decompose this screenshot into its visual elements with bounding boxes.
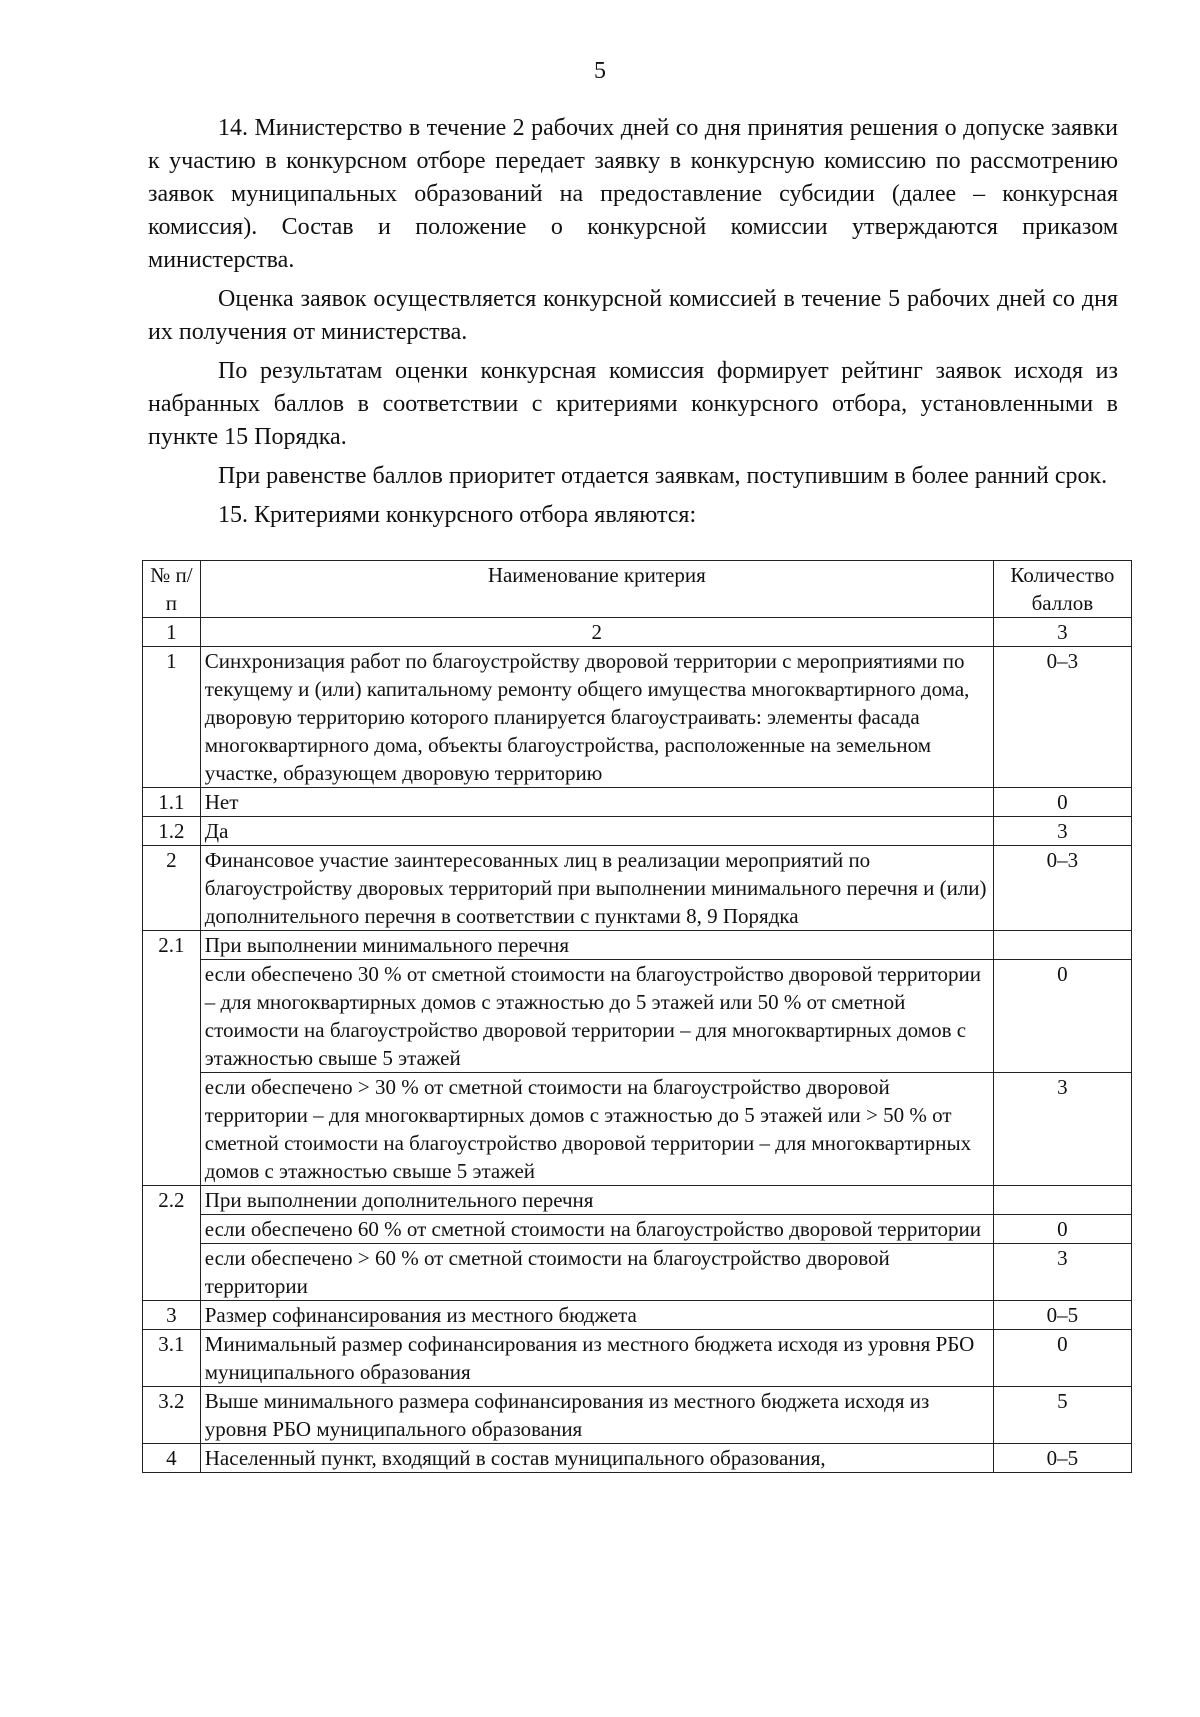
row-points: 0–3 (993, 647, 1131, 788)
page-number: 5 (594, 58, 606, 84)
col-number-1: 1 (143, 618, 201, 647)
row-points (993, 931, 1131, 960)
table-row (143, 1301, 1132, 1330)
row-points: 0 (993, 1215, 1131, 1244)
row-points: 3 (993, 1244, 1131, 1301)
row-num: 3 (143, 1301, 201, 1330)
row-num: 1 (143, 647, 201, 788)
column-number-row (143, 618, 1132, 647)
row-points: 3 (993, 1073, 1131, 1186)
row-points: 0 (993, 960, 1131, 1073)
row-name: Минимальный размер софинансирования из местного бюджета исходя из уровня РБО муниципального образования (200, 1330, 993, 1387)
paragraph-priority: При равенстве баллов приоритет отдается заявкам, поступившим в более ранний срок. (218, 463, 1108, 489)
row-num: 1.1 (143, 788, 201, 817)
table-row (143, 1387, 1132, 1444)
header-name: Наименование критерия (200, 561, 993, 618)
table-row (143, 846, 1132, 931)
col-number-3: 3 (993, 618, 1131, 647)
body-text (148, 112, 1118, 538)
header-points: Количество баллов (993, 561, 1131, 618)
row-num: 2.1 (143, 931, 201, 1186)
table-row (143, 1073, 1132, 1186)
header-num: № п/п (143, 561, 201, 618)
table-header-row (143, 561, 1132, 618)
row-points: 0–5 (993, 1301, 1131, 1330)
paragraph-15: 15. Критериями конкурсного отбора являются: (218, 502, 697, 528)
table-row (143, 1330, 1132, 1387)
row-name: если обеспечено > 60 % от сметной стоимости на благоустройство дворовой территории (200, 1244, 993, 1301)
table-row (143, 788, 1132, 817)
col-number-2: 2 (200, 618, 993, 647)
row-name: При выполнении минимального перечня (200, 931, 993, 960)
row-name: Финансовое участие заинтересованных лиц в реализации мероприятий по благоустройству дворовых территорий при выполнении минимального перечня и (или) дополнительного перечня в соответствии с пунктами 8, 9 Порядка (200, 846, 993, 931)
paragraph-evaluation: Оценка заявок осуществляется конкурсной комиссией в течение 5 рабочих дней со дня их получения от министерства. (148, 286, 1118, 345)
row-name: если обеспечено 60 % от сметной стоимости на благоустройство дворовой территории (200, 1215, 993, 1244)
table-row (143, 1444, 1132, 1473)
row-num: 3.2 (143, 1387, 201, 1444)
criteria-table (142, 560, 1132, 1473)
row-num: 2 (143, 846, 201, 931)
row-points: 0 (993, 1330, 1131, 1387)
row-name: Нет (200, 788, 993, 817)
row-points: 5 (993, 1387, 1131, 1444)
table-row (143, 931, 1132, 960)
row-points: 0–5 (993, 1444, 1131, 1473)
row-points: 0 (993, 788, 1131, 817)
table-row (143, 1244, 1132, 1301)
row-num: 1.2 (143, 817, 201, 846)
row-num: 3.1 (143, 1330, 201, 1387)
row-name: При выполнении дополнительного перечня (200, 1186, 993, 1215)
row-num: 2.2 (143, 1186, 201, 1301)
row-name: Синхронизация работ по благоустройству дворовой территории с мероприятиями по текущему и (или) капитальному ремонту общего имущества многоквартирного дома, дворовую территорию которого планируется благоустраивать: элементы фасада многоквартирного дома, объекты благоустройства, расположенные на земельном участке, образующем дворовую территорию (200, 647, 993, 788)
row-name: Выше минимального размера софинансирования из местного бюджета исходя из уровня РБО муниципального образования (200, 1387, 993, 1444)
table-row (143, 960, 1132, 1073)
row-points (993, 1186, 1131, 1215)
row-name: если обеспечено 30 % от сметной стоимости на благоустройство дворовой территории – для многоквартирных домов с этажностью до 5 этажей или 50 % от сметной стоимости на благоустройство дворовой территории – для многоквартирных домов с этажностью свыше 5 этажей (200, 960, 993, 1073)
paragraph-rating: По результатам оценки конкурсная комиссия формирует рейтинг заявок исходя из набранных баллов в соответствии с критериями конкурсного отбора, установленными в пункте 15 Порядка. (148, 358, 1118, 450)
row-points: 3 (993, 817, 1131, 846)
row-name: Населенный пункт, входящий в состав муниципального образования, (200, 1444, 993, 1473)
row-name: Размер софинансирования из местного бюджета (200, 1301, 993, 1330)
row-name: если обеспечено > 30 % от сметной стоимости на благоустройство дворовой территории – для многоквартирных домов с этажностью до 5 этажей или > 50 % от сметной стоимости на благоустройство дворовой территории – для многоквартирных домов с этажностью свыше 5 этажей (200, 1073, 993, 1186)
table-row (143, 647, 1132, 788)
table-row (143, 1186, 1132, 1215)
paragraph-14: 14. Министерство в течение 2 рабочих дней со дня принятия решения о допуске заявки к участию в конкурсном отборе передает заявку в конкурсную комиссию по рассмотрению заявок муниципальных образований на предоставление субсидии (далее – конкурсная комиссия). Состав и положение о конкурсной комиссии утверждаются приказом министерства. (148, 115, 1118, 273)
row-points: 0–3 (993, 846, 1131, 931)
table-row (143, 817, 1132, 846)
row-name: Да (200, 817, 993, 846)
row-num: 4 (143, 1444, 201, 1473)
table-row (143, 1215, 1132, 1244)
